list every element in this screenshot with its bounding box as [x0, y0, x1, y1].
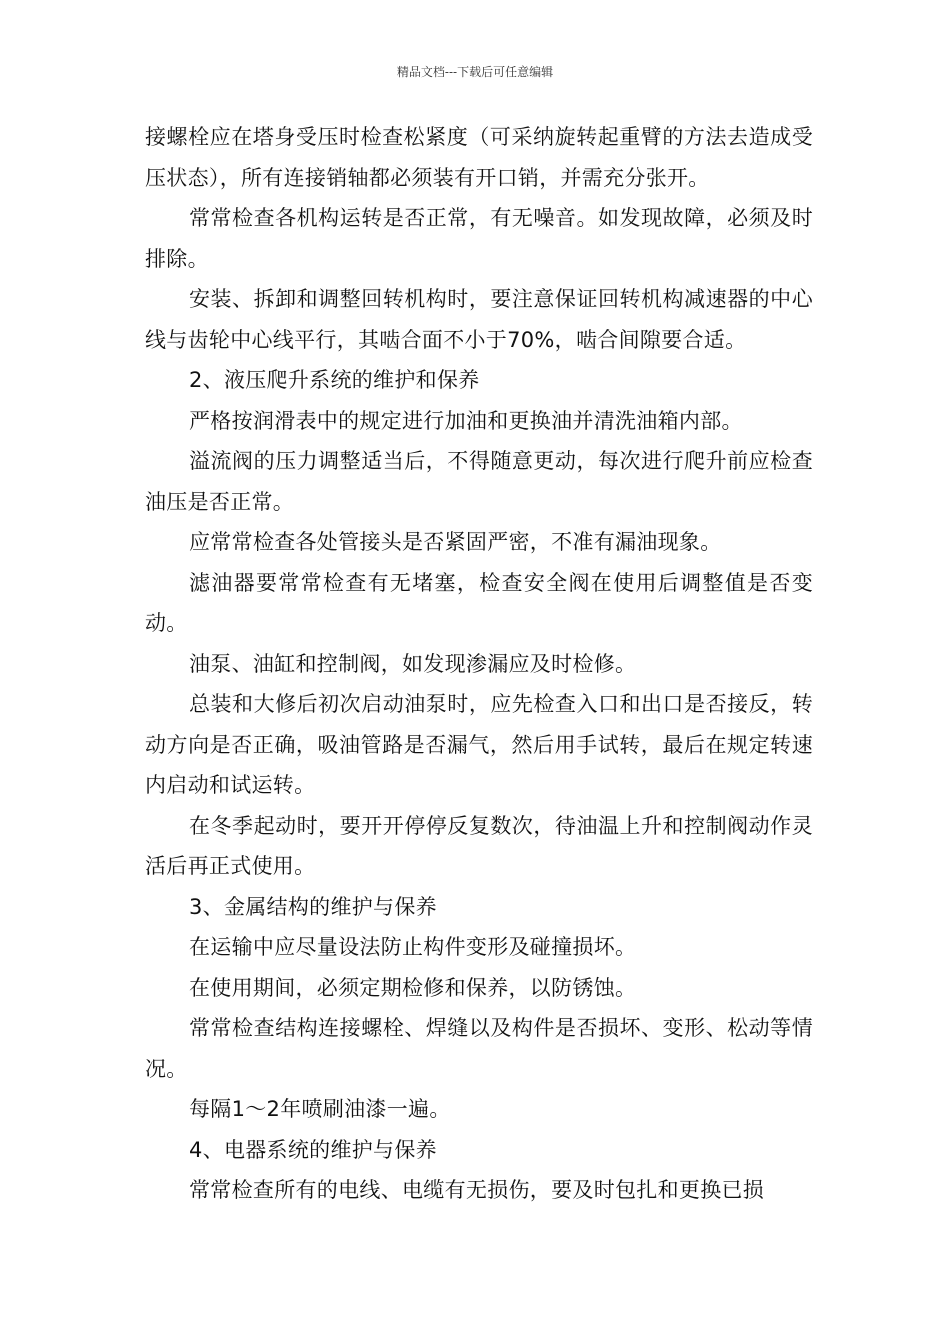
- paragraph-relief-valve: 溢流阀的压力调整适当后，不得随意更动，每次进行爬升前应检查油压是否正常。: [145, 449, 813, 514]
- section-heading-electrical: 4、电器系统的维护与保养: [189, 1137, 437, 1162]
- paragraph-painting: 每隔1～2年喷刷油漆一遍。: [189, 1097, 451, 1121]
- paragraph-first-startup: 总装和大修后初次启动油泵时，应先检查入口和出口是否接反，转动方向是否正确，吸油管路是否漏气，然后用手试转，最后在规定转速内启动和试运转。: [145, 692, 813, 797]
- paragraph-bolt-tightness: 接螺栓应在塔身受压时检查松紧度（可采纳旋转起重臂的方法去造成受压状态），所有连接销轴都必须装有开口销，并需充分张开。: [145, 125, 813, 190]
- paragraph-slewing-mechanism: 安装、拆卸和调整回转机构时，要注意保证回转机构减速器的中心线与齿轮中心线平行，其啮合面不小于70%，啮合间隙要合适。: [145, 287, 813, 352]
- paragraph-mechanism-check: 常常检查各机构运转是否正常，有无噪音。如发现故障，必须及时排除。: [145, 206, 813, 271]
- paragraph-wire-check: 常常检查所有的电线、电缆有无损伤，要及时包扎和更换已损: [189, 1178, 765, 1202]
- section-heading-hydraulic: 2、液压爬升系统的维护和保养: [189, 368, 480, 392]
- paragraph-periodic-maintenance: 在使用期间，必须定期检修和保养，以防锈蚀。: [189, 975, 637, 1000]
- document-body: [145, 117, 813, 1211]
- page-header: 精品文档---下载后可任意编辑: [396, 65, 554, 79]
- paragraph-transport: 在运输中应尽量设法防止构件变形及碰撞损坏。: [189, 935, 637, 959]
- paragraph-pump-leakage: 油泵、油缸和控制阀，如发现渗漏应及时检修。: [189, 651, 637, 676]
- paragraph-lubrication: 严格按润滑表中的规定进行加油和更换油并清洗油箱内部。: [189, 408, 743, 433]
- paragraph-pipe-joints: 应常常检查各处管接头是否紧固严密，不准有漏油现象。: [189, 530, 722, 554]
- paragraph-oil-filter: 滤油器要常常检查有无堵塞，检查安全阀在使用后调整值是否变动。: [145, 570, 813, 635]
- paragraph-winter-startup: 在冬季起动时，要开开停停反复数次，待油温上升和控制阀动作灵活后再正式使用。: [145, 813, 813, 878]
- paragraph-structure-check: 常常检查结构连接螺栓、焊缝以及构件是否损坏、变形、松动等情况。: [145, 1016, 813, 1081]
- section-heading-metal-structure: 3、金属结构的维护与保养: [189, 894, 437, 919]
